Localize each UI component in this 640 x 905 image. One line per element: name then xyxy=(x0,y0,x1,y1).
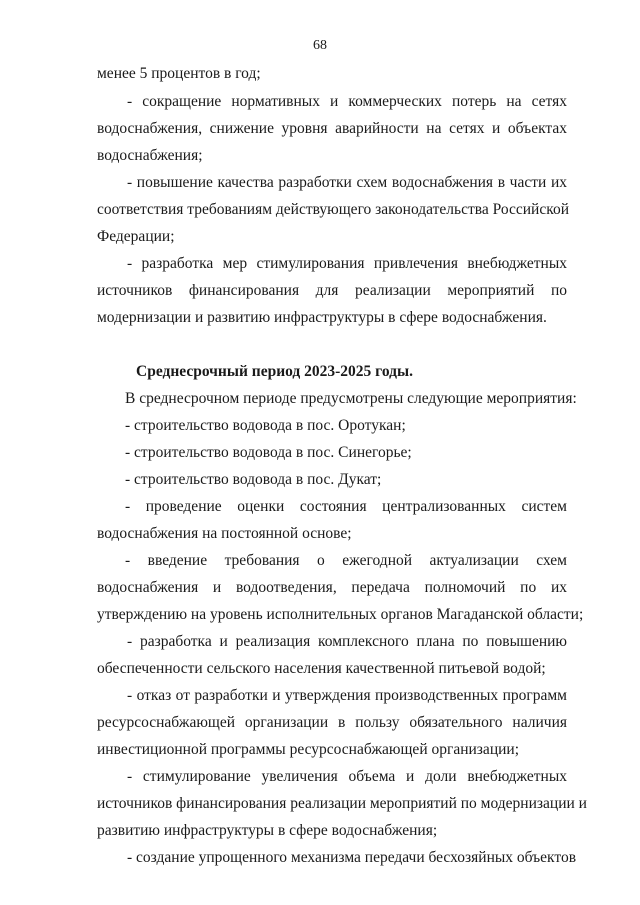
text-line: - разработка и реализация комплексного плана по повышению xyxy=(127,633,567,650)
text-line: - разработка мер стимулирования привлечения внебюджетных xyxy=(127,255,567,272)
text-line: водоснабжения; xyxy=(97,147,203,164)
text-line: соответствия требованиям действующего законодательства Российской xyxy=(97,201,569,218)
text-line: водоснабжения на постоянной основе; xyxy=(97,525,352,542)
section-heading: Среднесрочный период 2023-2025 годы. xyxy=(136,363,413,380)
text-line: источников финансирования для реализации мероприятий по xyxy=(97,282,567,299)
page-number: 68 xyxy=(313,38,327,53)
text-line: В среднесрочном периоде предусмотрены следующие мероприятия: xyxy=(125,390,577,407)
text-line: модернизации и развитию инфраструктуры в сфере водоснабжения. xyxy=(97,309,547,326)
text-line: - строительство водовода в пос. Оротукан; xyxy=(125,417,406,434)
text-line: - введение требования о ежегодной актуализации схем xyxy=(125,552,567,569)
text-line: - стимулирование увеличения объема и доли внебюджетных xyxy=(127,768,567,785)
text-line: источников финансирования реализации мероприятий по модернизации и xyxy=(97,795,587,812)
text-line: обеспеченности сельского населения качественной питьевой водой; xyxy=(97,660,546,677)
text-line: утверждению на уровень исполнительных органов Магаданской области; xyxy=(97,606,584,623)
text-line: - сокращение нормативных и коммерческих потерь на сетях xyxy=(127,93,567,110)
text-line: водоснабжения и водоотведения, передача полномочий по их xyxy=(97,579,567,596)
text-line: водоснабжения, снижение уровня аварийности на сетях и объектах xyxy=(97,120,567,137)
text-line: - отказ от разработки и утверждения производственных программ xyxy=(127,687,567,704)
text-line: - строительство водовода в пос. Дукат; xyxy=(125,471,382,488)
text-line: инвестиционной программы ресурсоснабжающей организации; xyxy=(97,741,520,758)
text-line: - повышение качества разработки схем водоснабжения в части их xyxy=(127,174,567,191)
text-line: развитию инфраструктуры в сфере водоснабжения; xyxy=(97,822,438,839)
text-line: - создание упрощенного механизма передачи бесхозяйных объектов xyxy=(127,849,577,866)
text-line: менее 5 процентов в год; xyxy=(97,65,261,82)
text-line: - строительство водовода в пос. Синегорье; xyxy=(125,444,412,461)
text-line: ресурсоснабжающей организации в пользу обязательного наличия xyxy=(97,714,567,731)
text-line: Федерации; xyxy=(97,228,175,245)
text-line: - проведение оценки состояния централизованных систем xyxy=(125,498,567,515)
